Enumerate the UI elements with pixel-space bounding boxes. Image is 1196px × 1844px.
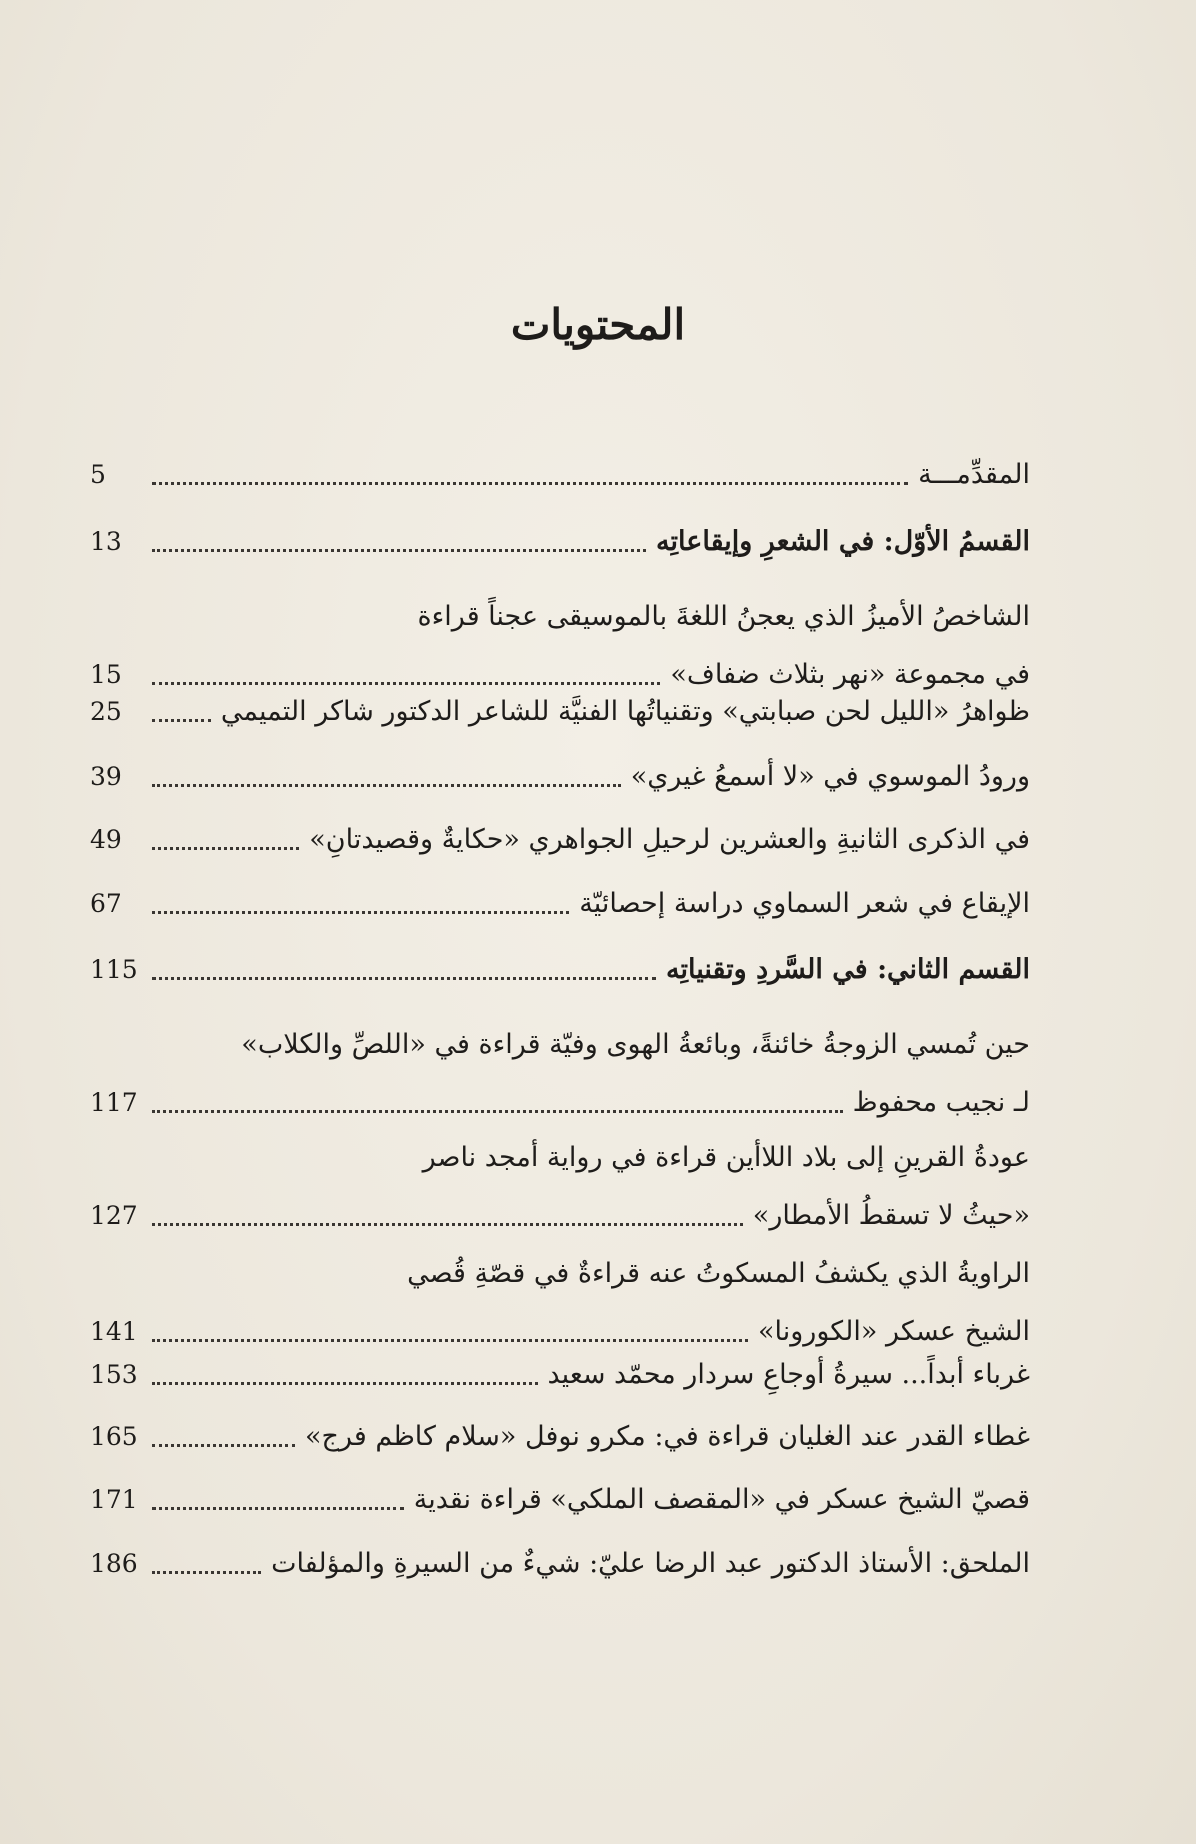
toc-entry-title: لـ نجيب محفوظ <box>852 1087 1030 1118</box>
toc-entry-line <box>90 1355 1030 1395</box>
toc-page-number: 5 <box>90 460 106 489</box>
toc-entry-title: القسم الثاني: في السَّردِ وتقنياتِه <box>666 954 1030 985</box>
toc-entry-line <box>90 597 1030 637</box>
toc-entry-line <box>90 757 1030 797</box>
toc-entry-line <box>90 1544 1030 1584</box>
toc-entry <box>90 1417 1030 1477</box>
toc-page-number: 153 <box>90 1360 138 1389</box>
toc-entry-title: الإيقاع في شعر السماوي دراسة إحصائيّة <box>579 888 1030 919</box>
toc-entry-title: غرباء أبداً... سيرةُ أوجاعِ سردار محمّد سعيد <box>547 1359 1030 1390</box>
dot-leader <box>152 847 299 850</box>
toc-entry-line <box>90 692 1030 732</box>
toc-entry-title: الراويةُ الذي يكشفُ المسكوتُ عنه قراءةٌ في قصّةِ قُصي <box>407 1258 1030 1289</box>
dot-leader <box>152 549 646 552</box>
toc-entry <box>90 522 1030 582</box>
page-title: المحتويات <box>510 300 686 349</box>
toc-entry-line <box>90 820 1030 860</box>
toc-entry-title: الشيخ عسكر «الكورونا» <box>757 1316 1030 1347</box>
dot-leader <box>152 1507 404 1510</box>
toc-entry <box>90 455 1030 515</box>
toc-entry <box>90 1138 1030 1231</box>
toc-page-number: 15 <box>90 660 122 689</box>
toc-entry-line <box>90 455 1030 495</box>
toc-entry <box>90 1025 1030 1118</box>
toc-entry-line <box>90 1025 1030 1065</box>
dot-leader <box>152 1110 843 1113</box>
dot-leader <box>152 1382 538 1385</box>
toc-page-number: 141 <box>90 1317 138 1346</box>
toc-page-number: 13 <box>90 527 122 556</box>
toc-entry <box>90 597 1030 690</box>
toc-entry <box>90 820 1030 880</box>
toc-page-number: 117 <box>90 1088 138 1117</box>
toc-page-number: 67 <box>90 889 122 918</box>
toc-entry-title: غطاء القدر عند الغليان قراءة في: مكرو نوفل «سلام كاظم فرج» <box>305 1421 1030 1452</box>
toc-entry-line <box>90 522 1030 562</box>
toc-entry <box>90 757 1030 817</box>
toc-entry-title: في الذكرى الثانيةِ والعشرين لرحيلِ الجواهري «حكايةٌ وقصيدتانِ» <box>309 824 1030 855</box>
toc-entry-line <box>90 1312 1030 1352</box>
toc-entry-title: القسمُ الأوّل: في الشعرِ وإيقاعاتِه <box>656 526 1030 557</box>
toc-entry-line <box>90 1480 1030 1520</box>
toc-page-number: 127 <box>90 1201 138 1230</box>
dot-leader <box>152 1571 261 1574</box>
toc-entry <box>90 1355 1030 1415</box>
toc-entry <box>90 884 1030 944</box>
toc-entry <box>90 692 1030 752</box>
dot-leader <box>152 784 621 787</box>
toc-entry-title: قصيّ الشيخ عسكر في «المقصف الملكي» قراءة نقدية <box>413 1484 1030 1515</box>
toc-page-number: 39 <box>90 762 122 791</box>
toc-page-number: 115 <box>90 955 138 984</box>
toc-entry-line <box>90 1083 1030 1123</box>
toc-entry <box>90 950 1030 1010</box>
dot-leader <box>152 482 908 485</box>
toc-entry <box>90 1544 1030 1604</box>
toc-entry-title: عودةُ القرينِ إلى بلاد اللاأين قراءة في رواية أمجد ناصر <box>422 1142 1030 1173</box>
toc-entry-line <box>90 950 1030 990</box>
toc-entry <box>90 1254 1030 1347</box>
toc-entry-line <box>90 655 1030 695</box>
toc-entry-title: ظواهرُ «الليل لحن صبابتي» وتقنياتُها الفنيَّة للشاعر الدكتور شاكر التميمي <box>220 696 1030 727</box>
toc-entry-title: حين تُمسي الزوجةُ خائنةً، وبائعةُ الهوى وفيّة قراءة في «اللصِّ والكلاب» <box>241 1029 1030 1060</box>
toc-entry <box>90 1480 1030 1540</box>
toc-page-number: 186 <box>90 1549 138 1578</box>
toc-entry-line <box>90 1196 1030 1236</box>
toc-entry-line <box>90 1417 1030 1457</box>
toc-entry-line <box>90 1138 1030 1178</box>
toc-entry-title: الملحق: الأستاذ الدكتور عبد الرضا عليّ: شيءٌ من السيرةِ والمؤلفات <box>271 1548 1030 1579</box>
toc-page-number: 25 <box>90 697 122 726</box>
toc-page-number: 171 <box>90 1485 138 1514</box>
toc-entry-line <box>90 884 1030 924</box>
toc-entry-title: المقدِّمـــة <box>918 459 1030 490</box>
toc-entry-title: في مجموعة «نهر بثلاث ضفاف» <box>670 659 1030 690</box>
dot-leader <box>152 977 656 980</box>
toc-page-number: 49 <box>90 825 122 854</box>
toc-page-number: 165 <box>90 1422 138 1451</box>
dot-leader <box>152 911 569 914</box>
dot-leader <box>152 1444 295 1447</box>
dot-leader <box>152 1223 743 1226</box>
dot-leader <box>152 682 660 685</box>
toc-entry-line <box>90 1254 1030 1294</box>
dot-leader <box>152 719 211 722</box>
toc-entry-title: الشاخصُ الأميزُ الذي يعجنُ اللغةَ بالموسيقى عجناً قراءة <box>417 601 1030 632</box>
dot-leader <box>152 1339 748 1342</box>
toc-entry-title: «حيثُ لا تسقطُ الأمطار» <box>752 1200 1030 1231</box>
toc-entry-title: ورودُ الموسوي في «لا أسمعُ غيري» <box>630 761 1030 792</box>
